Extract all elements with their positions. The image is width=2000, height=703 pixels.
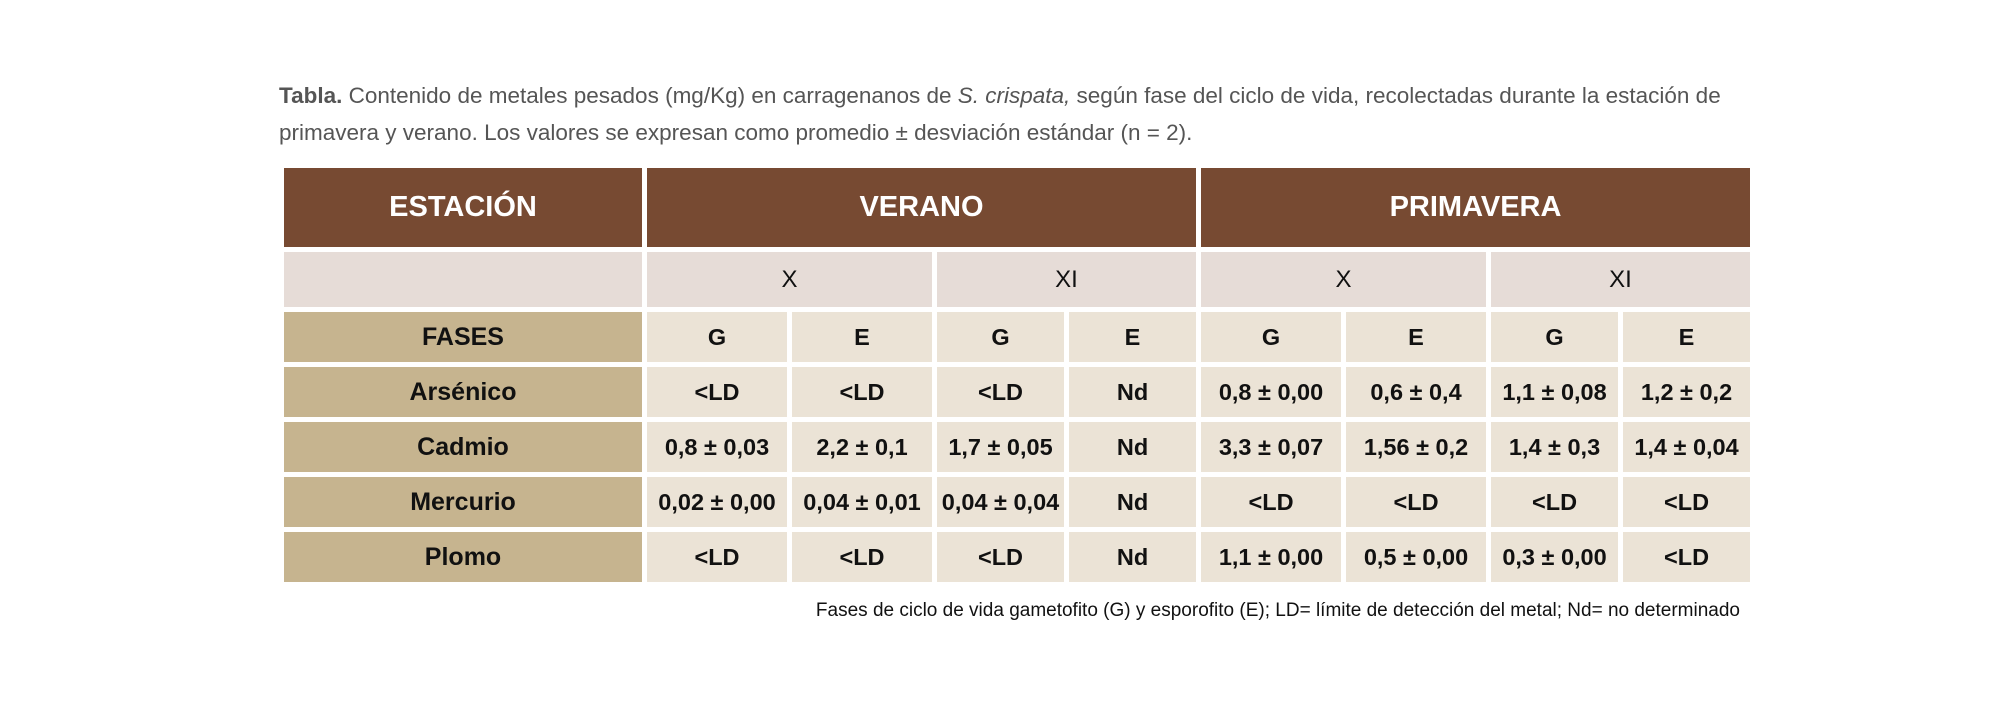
table-cell: 0,6 ± 0,4 (1346, 367, 1486, 417)
table-cell: 1,2 ± 0,2 (1623, 367, 1750, 417)
station-header: ESTACIÓN (284, 168, 642, 247)
month-header: X (1201, 252, 1486, 307)
table-cell: 1,1 ± 0,08 (1491, 367, 1618, 417)
season-header-row (284, 168, 1750, 247)
caption-text-1: Contenido de metales pesados (mg/Kg) en carragenanos de (342, 82, 958, 108)
table-cell: Nd (1069, 422, 1196, 472)
metal-name: Plomo (284, 532, 642, 582)
table-cell: 1,4 ± 0,04 (1623, 422, 1750, 472)
table-cell: <LD (937, 367, 1064, 417)
phase-header: E (792, 312, 932, 362)
table-cell: <LD (647, 367, 787, 417)
month-header-blank (284, 252, 642, 307)
phase-label: FASES (284, 312, 642, 362)
table-cell: 0,04 ± 0,04 (937, 477, 1064, 527)
table-row-arsenico (284, 367, 1750, 417)
phase-header: E (1069, 312, 1196, 362)
table-cell: 1,7 ± 0,05 (937, 422, 1064, 472)
table-cell: <LD (1346, 477, 1486, 527)
caption-text-2: según fase del ciclo de vida, recolectadas durante la estación de primavera y verano. Los valores se expresan como promedio ± desviación estándar (n = 2). (279, 82, 1721, 145)
table-cell: <LD (1201, 477, 1341, 527)
table-row-plomo (284, 532, 1750, 582)
phase-header: G (1491, 312, 1618, 362)
table-cell: <LD (1623, 532, 1750, 582)
table-cell: 0,02 ± 0,00 (647, 477, 787, 527)
table-cell: <LD (1491, 477, 1618, 527)
caption-lead: Tabla. (279, 82, 343, 108)
table-cell: <LD (647, 532, 787, 582)
table-cell: 3,3 ± 0,07 (1201, 422, 1341, 472)
month-header-row (284, 252, 1750, 307)
table-cell: 0,8 ± 0,00 (1201, 367, 1341, 417)
table-caption (279, 77, 1749, 151)
metal-name: Arsénico (284, 367, 642, 417)
table-cell: Nd (1069, 367, 1196, 417)
month-header: XI (937, 252, 1196, 307)
phase-header-row (284, 312, 1750, 362)
table-cell: <LD (1623, 477, 1750, 527)
table-cell: <LD (937, 532, 1064, 582)
table-cell: 1,4 ± 0,3 (1491, 422, 1618, 472)
season-header-primavera: PRIMAVERA (1201, 168, 1750, 247)
metal-name: Mercurio (284, 477, 642, 527)
table-cell: <LD (792, 367, 932, 417)
month-header: X (647, 252, 932, 307)
table-row-cadmio (284, 422, 1750, 472)
month-header: XI (1491, 252, 1750, 307)
table-row-mercurio (284, 477, 1750, 527)
metal-name: Cadmio (284, 422, 642, 472)
table-cell: 2,2 ± 0,1 (792, 422, 932, 472)
caption-species: S. crispata, (957, 82, 1071, 108)
phase-header: E (1623, 312, 1750, 362)
table-cell: <LD (792, 532, 932, 582)
table-cell: 0,5 ± 0,00 (1346, 532, 1486, 582)
phase-header: G (1201, 312, 1341, 362)
table-cell: 0,04 ± 0,01 (792, 477, 932, 527)
phase-header: E (1346, 312, 1486, 362)
phase-header: G (937, 312, 1064, 362)
heavy-metals-table (279, 163, 1755, 587)
table-cell: 0,3 ± 0,00 (1491, 532, 1618, 582)
table-cell: 0,8 ± 0,03 (647, 422, 787, 472)
table-cell: Nd (1069, 532, 1196, 582)
table-cell: Nd (1069, 477, 1196, 527)
table-footnote: Fases de ciclo de vida gametofito (G) y esporofito (E); LD= límite de detección del metal; Nd= no determinado (815, 600, 1740, 621)
table-cell: 1,1 ± 0,00 (1201, 532, 1341, 582)
phase-header: G (647, 312, 787, 362)
table-cell: 1,56 ± 0,2 (1346, 422, 1486, 472)
season-header-verano: VERANO (647, 168, 1196, 247)
